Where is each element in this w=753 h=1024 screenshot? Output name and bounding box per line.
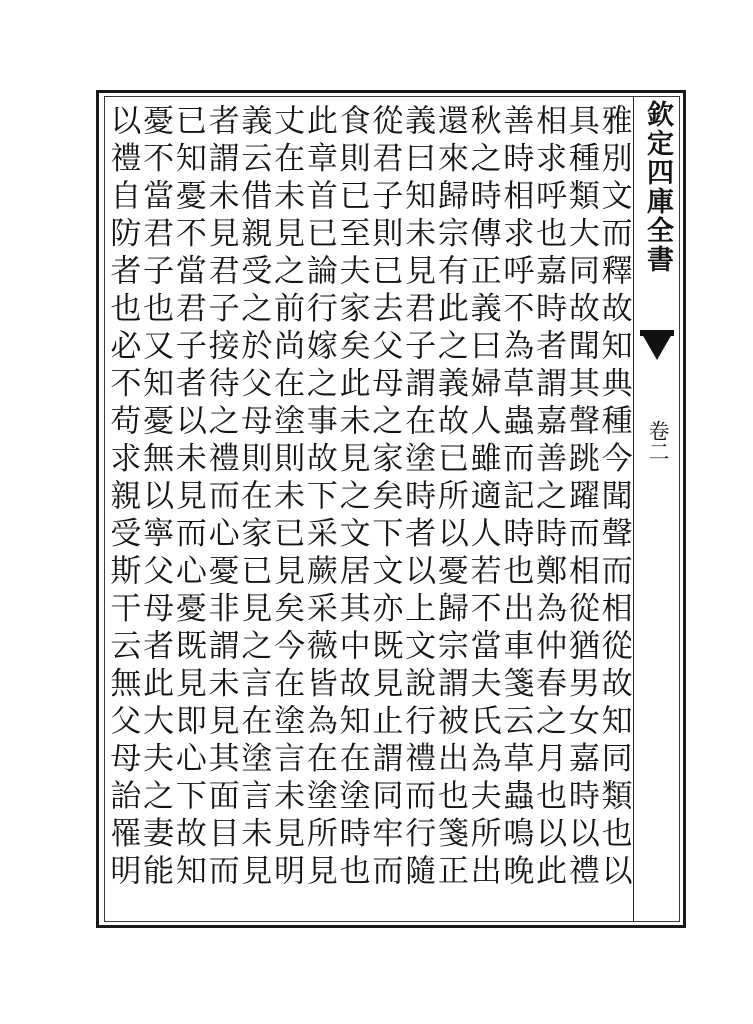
text-column-8: 從君子則已去父母之家矣下文亦既見止謂同牢而: [366, 104, 403, 892]
text-column-7: 義曰知未見君子謂在塗時者以上文說行禮而行隨: [399, 104, 436, 892]
text-column-16: 以禮自防者也必不苟求親受斯干云無父母詒罹明: [104, 104, 141, 892]
text-column-11: 丈在未見之前尚在塗則未已見矣今在塗言未見明: [268, 104, 305, 892]
text-column-6: 還來歸宗有此之義故已所以憂歸宗謂被出也箋正: [431, 104, 468, 892]
text-column-10: 此章首已論行嫁之事故下采蕨采薇皆為在塗所見: [300, 104, 337, 892]
text-column-9: 食則已至夫家矣此未見之文居其中故知在塗時也: [333, 104, 370, 892]
text-column-1: 雅別文而釋故知典種今聞聲而相從故知同類也以: [595, 104, 632, 892]
fishtail-mark: [642, 334, 672, 360]
text-column-13: 者謂未見君子接待之禮而心憂非謂未見其面目而: [202, 104, 239, 892]
text-column-3: 相求呼也嘉時者謂嘉善之時鄭為仲春之月也以此: [530, 104, 567, 892]
series-title: 欽定四庫全書: [642, 100, 673, 274]
text-column-2: 具種類大同故聞其聲跳躍而相從猶男女嘉時以禮: [562, 104, 599, 892]
volume-label: 卷二: [646, 420, 670, 462]
text-column-5: 秋之時傳正義曰婦人雖適人若不當夫氏為夫所出: [464, 104, 501, 892]
text-column-14: 已知憂不當君子者以未見而心憂既見即心下故知: [169, 104, 206, 892]
text-column-15: 憂不當君子也又知憂無以寧父母者此大夫之妻能: [137, 104, 174, 892]
text-column-4: 善時相求呼不為草蟲而記時也出車箋云草蟲鳴晚: [497, 104, 534, 892]
text-column-12: 義云借親受之於父母則在家已見之言在塗言未見: [235, 104, 272, 892]
